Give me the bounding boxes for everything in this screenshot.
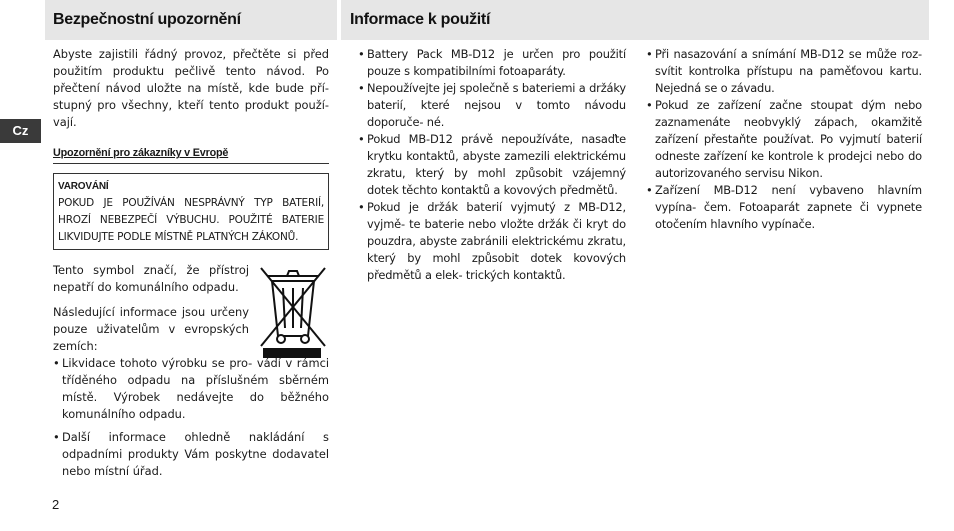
disposal-section bbox=[53, 262, 329, 355]
left-column bbox=[53, 46, 329, 480]
usage-list-1 bbox=[358, 46, 626, 284]
right-header-bar bbox=[341, 0, 929, 40]
middle-column bbox=[358, 46, 626, 284]
list-item: • Pokud je držák baterií vyjmutý z MB-D12, vyjmě- te baterie nebo vložte držák či kryt do pouzdra, abyste zabránili elektrickému zkratu, který by mohl způsobit dotek kovových předmětů a elek- trických kontaktů. bbox=[358, 199, 626, 284]
page-number: 2 bbox=[52, 497, 60, 512]
europe-subheading: Upozornění pro zákazníky v Evropě bbox=[53, 145, 329, 164]
list-item: • Likvidace tohoto výrobku se pro- vádí v rámci tříděného odpadu na příslušném sběrném místě. Výrobek nedávejte do běžného komunálního odpadu. bbox=[53, 355, 329, 423]
list-item: • Pokud ze zařízení začne stoupat dým nebo zaznamenáte neobvyklý zápach, okamžitě zařízení přestaňte používat. Po vyjmutí baterií odneste zařízení ke kontrole k prodejci nebo do autorizovaného servisu Nikon. bbox=[646, 97, 922, 182]
symbol-explanation: Tento symbol značí, že přístroj nepatří do komunálního odpadu. bbox=[53, 263, 249, 294]
usage-heading: Informace k použití bbox=[350, 11, 491, 28]
left-header-bar bbox=[45, 0, 337, 40]
warning-title: VAROVÁNÍ bbox=[58, 181, 109, 192]
disposal-list bbox=[53, 355, 329, 480]
safety-heading: Bezpečnostní upozornění bbox=[53, 11, 241, 28]
list-item: • Pokud MB-D12 právě nepoužíváte, nasaďte krytku kontaktů, abyste zamezili elektrickému zkratu, který by mohl způsobit vzájemný dotek těchto kontaktů a kovových předmětů. bbox=[358, 131, 626, 199]
list-item: • Zařízení MB-D12 není vybaveno hlavním vypína- čem. Fotoaparát zapnete či vypnete otočením hlavního vypínače. bbox=[646, 182, 922, 233]
eu-users-note: Následující informace jsou určeny pouze uživatelům v evropských zemích: bbox=[53, 305, 249, 353]
list-item: • Nepoužívejte jej společně s bateriemi a držáky baterií, které nejsou v tomto návodu doporuče- né. bbox=[358, 80, 626, 131]
language-tab: Cz bbox=[0, 119, 41, 143]
list-item: • Další informace ohledně nakládání s odpadními produkty Vám poskytne dodavatel nebo místní úřad. bbox=[53, 429, 329, 480]
warning-text: POKUD JE POUŽÍVÁN NESPRÁVNÝ TYP BATERIÍ, HROZÍ NEBEZPEČÍ VÝBUCHU. POUŽITÉ BATERIE LIKVIDUJTE PODLE MÍSTNĚ PLATNÝCH ZÁKONŮ. bbox=[58, 197, 324, 243]
list-item: • Battery Pack MB-D12 je určen pro použití pouze s kompatibilními fotoaparáty. bbox=[358, 46, 626, 80]
warning-box bbox=[53, 173, 329, 250]
list-item: • Při nasazování a snímání MB-D12 se může roz- svítit kontrolka přístupu na paměťovou kartu. Nejedná se o závadu. bbox=[646, 46, 922, 97]
usage-list-2 bbox=[646, 46, 922, 233]
right-column bbox=[646, 46, 922, 233]
intro-paragraph: Abyste zajistili řádný provoz, přečtěte si před použitím produktu pečlivě tento návod. Po přečtení návod uložte na místě, kde bude pří- stupný pro všechny, kteří tento produkt použí- vají. bbox=[53, 47, 329, 129]
crossed-out-bin-icon bbox=[259, 264, 327, 360]
